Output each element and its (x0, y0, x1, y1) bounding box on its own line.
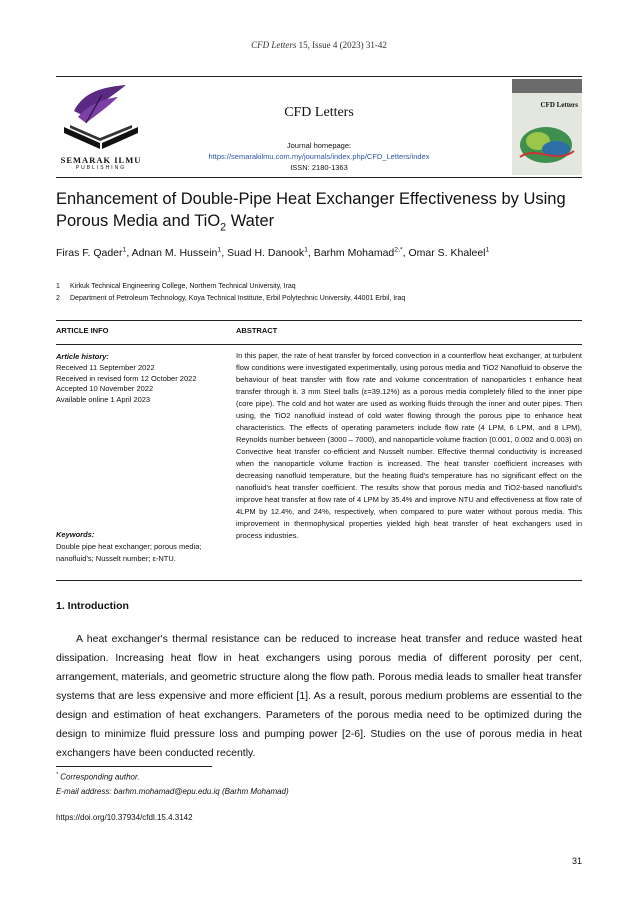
author: Suad H. Danook$^1$, (227, 246, 314, 259)
author: Omar S. Khaleel$^1$ (408, 246, 490, 259)
publisher-name: SEMARAK ILMU (60, 155, 142, 165)
history-title: Article history: (56, 352, 109, 361)
section-heading: 1. Introduction (56, 600, 129, 612)
publisher-sub: PUBLISHING (75, 165, 127, 171)
journal-banner (56, 76, 582, 178)
author: Firas F. Qader$^1$, (56, 246, 132, 259)
abstract-header: ABSTRACT (236, 326, 278, 335)
author-list (56, 246, 596, 259)
publisher-logo (56, 81, 146, 173)
footnote-email: E-mail address: barhm.mohamad@epu.edu.iq (Barhm Mohamad) (56, 787, 289, 796)
journal-cover-image (512, 79, 582, 175)
footnote-corresponding: * Corresponding author. (56, 772, 140, 782)
author: Barhm Mohamad$^{2,*}$, (313, 246, 409, 259)
title-line-2: Porous Media and TiO$_2$ Water (56, 212, 275, 234)
running-head (0, 40, 638, 50)
doi-link[interactable]: https://doi.org/10.37934/cfdl.15.4.3142 (56, 813, 193, 822)
intro-paragraph: A heat exchanger's thermal resistance can be reduced to increase heat transfer and reduce wasted heat dissipation. Increasing heat flow in heat exchangers using porous media of different porosity per cent, arrangement, materials, and geometric structure along the flow path. Porous media leads to smaller heat transfer systems that are less expensive and more efficient [1]. As a result, porous medium problems are essential to the design and estimation of heat exchangers. Parameters of the porous media need to be optimized during the design to minimize fluid pressure loss and pumping power [2-6]. Studies on the use of porous media in heat exchangers have been conducted recently. (56, 633, 582, 759)
page-number: 31 (571, 856, 582, 866)
homepage-link[interactable]: https://semarakilmu.com.my/journals/index.php/CFD_Letters/index (208, 152, 430, 161)
keywords: Double pipe heat exchanger; porous media; nanofluid's; Nusselt number; ε-NTU. (56, 542, 202, 563)
journal-name: CFD Letters (284, 105, 354, 120)
homepage-label: Journal homepage: (286, 141, 352, 150)
affiliation: 1 Kirkuk Technical Engineering College, Northern Technical University, Iraq (56, 283, 296, 290)
article-history: Received 11 September 2022 Received in revised form 12 October 2022 Accepted 10 November 2022 Available online 1 April 2023 (56, 363, 197, 404)
running-head-journal: CFD Letters (251, 40, 297, 50)
issn: ISSN: 2180-1363 (290, 163, 348, 172)
title-line-1: Enhancement of Double-Pipe Heat Exchanger Effectiveness by Using (56, 190, 566, 208)
running-head-issue: 15, Issue 4 (2023) 31-42 (296, 40, 387, 50)
affiliations (56, 281, 596, 305)
paper-title (56, 188, 582, 238)
divider (56, 580, 582, 581)
footnote-rule (56, 766, 212, 767)
cover-cfd-graphic (516, 115, 578, 171)
abstract-text: In this paper, the rate of heat transfer by forced convection in a counterflow heat exchanger, at turbulent flow conditions were investigated experimentally, using porous media and TiO2 Nanofluid to observe the behaviour of heat transfer with flow rate and volume concentration of nanoparticles t enhance heat transfer through it. 3 mm Steel balls (ε=39.12%) as a porous media completely filled to the inner pipe (core pipe). The cold and hot water are used as working fluids through the inner and outer pipes. Then using, the TiO2 nanofluid instead of cold water flowing through the porous pipe to enhance heat characteristics. The effects of operating parameters include flow rate (4 LPM, 6 LPM, and 8 LPM), Reynolds number between (3000 – 7000), and nanoparticle volume fraction (0.001, 0.002 and 0.003) on Convective heat transfer co-efficient and Nusselt number. Effective thermal conductivity is increased when the nanoparticle volume fraction is increased. The heat transfer coefficient increases with decreasing nanofluid temperature, but the heating fluid's temperature has no significant effect on the nanofluid's heat transfer coefficient. The results show that porous media and TiO2-based nanofluid's improve heat transfer at flow rate of 4 LPM by 35.4% and improve NTU and effectiveness at flow rate of 4LPM by 12.4%, and 24%, respectively, when compared to pure water without porous media. This improvement in thermophysical properties yielded high heat transfer of heat exchangers used in process industries. (236, 351, 582, 540)
affiliation: 2 Department of Petroleum Technology, Koya Technical Institute, Erbil Polytechnic University, 44001 Erbil, Iraq (56, 295, 406, 302)
quill-book-icon (56, 81, 146, 153)
keywords-title: Keywords: (56, 530, 95, 539)
article-info-header: ARTICLE INFO (56, 326, 109, 335)
divider (56, 320, 582, 321)
divider (56, 344, 582, 345)
cover-title: CFD Letters (540, 101, 578, 109)
author: Adnan M. Hussein$^1$, (131, 246, 228, 259)
